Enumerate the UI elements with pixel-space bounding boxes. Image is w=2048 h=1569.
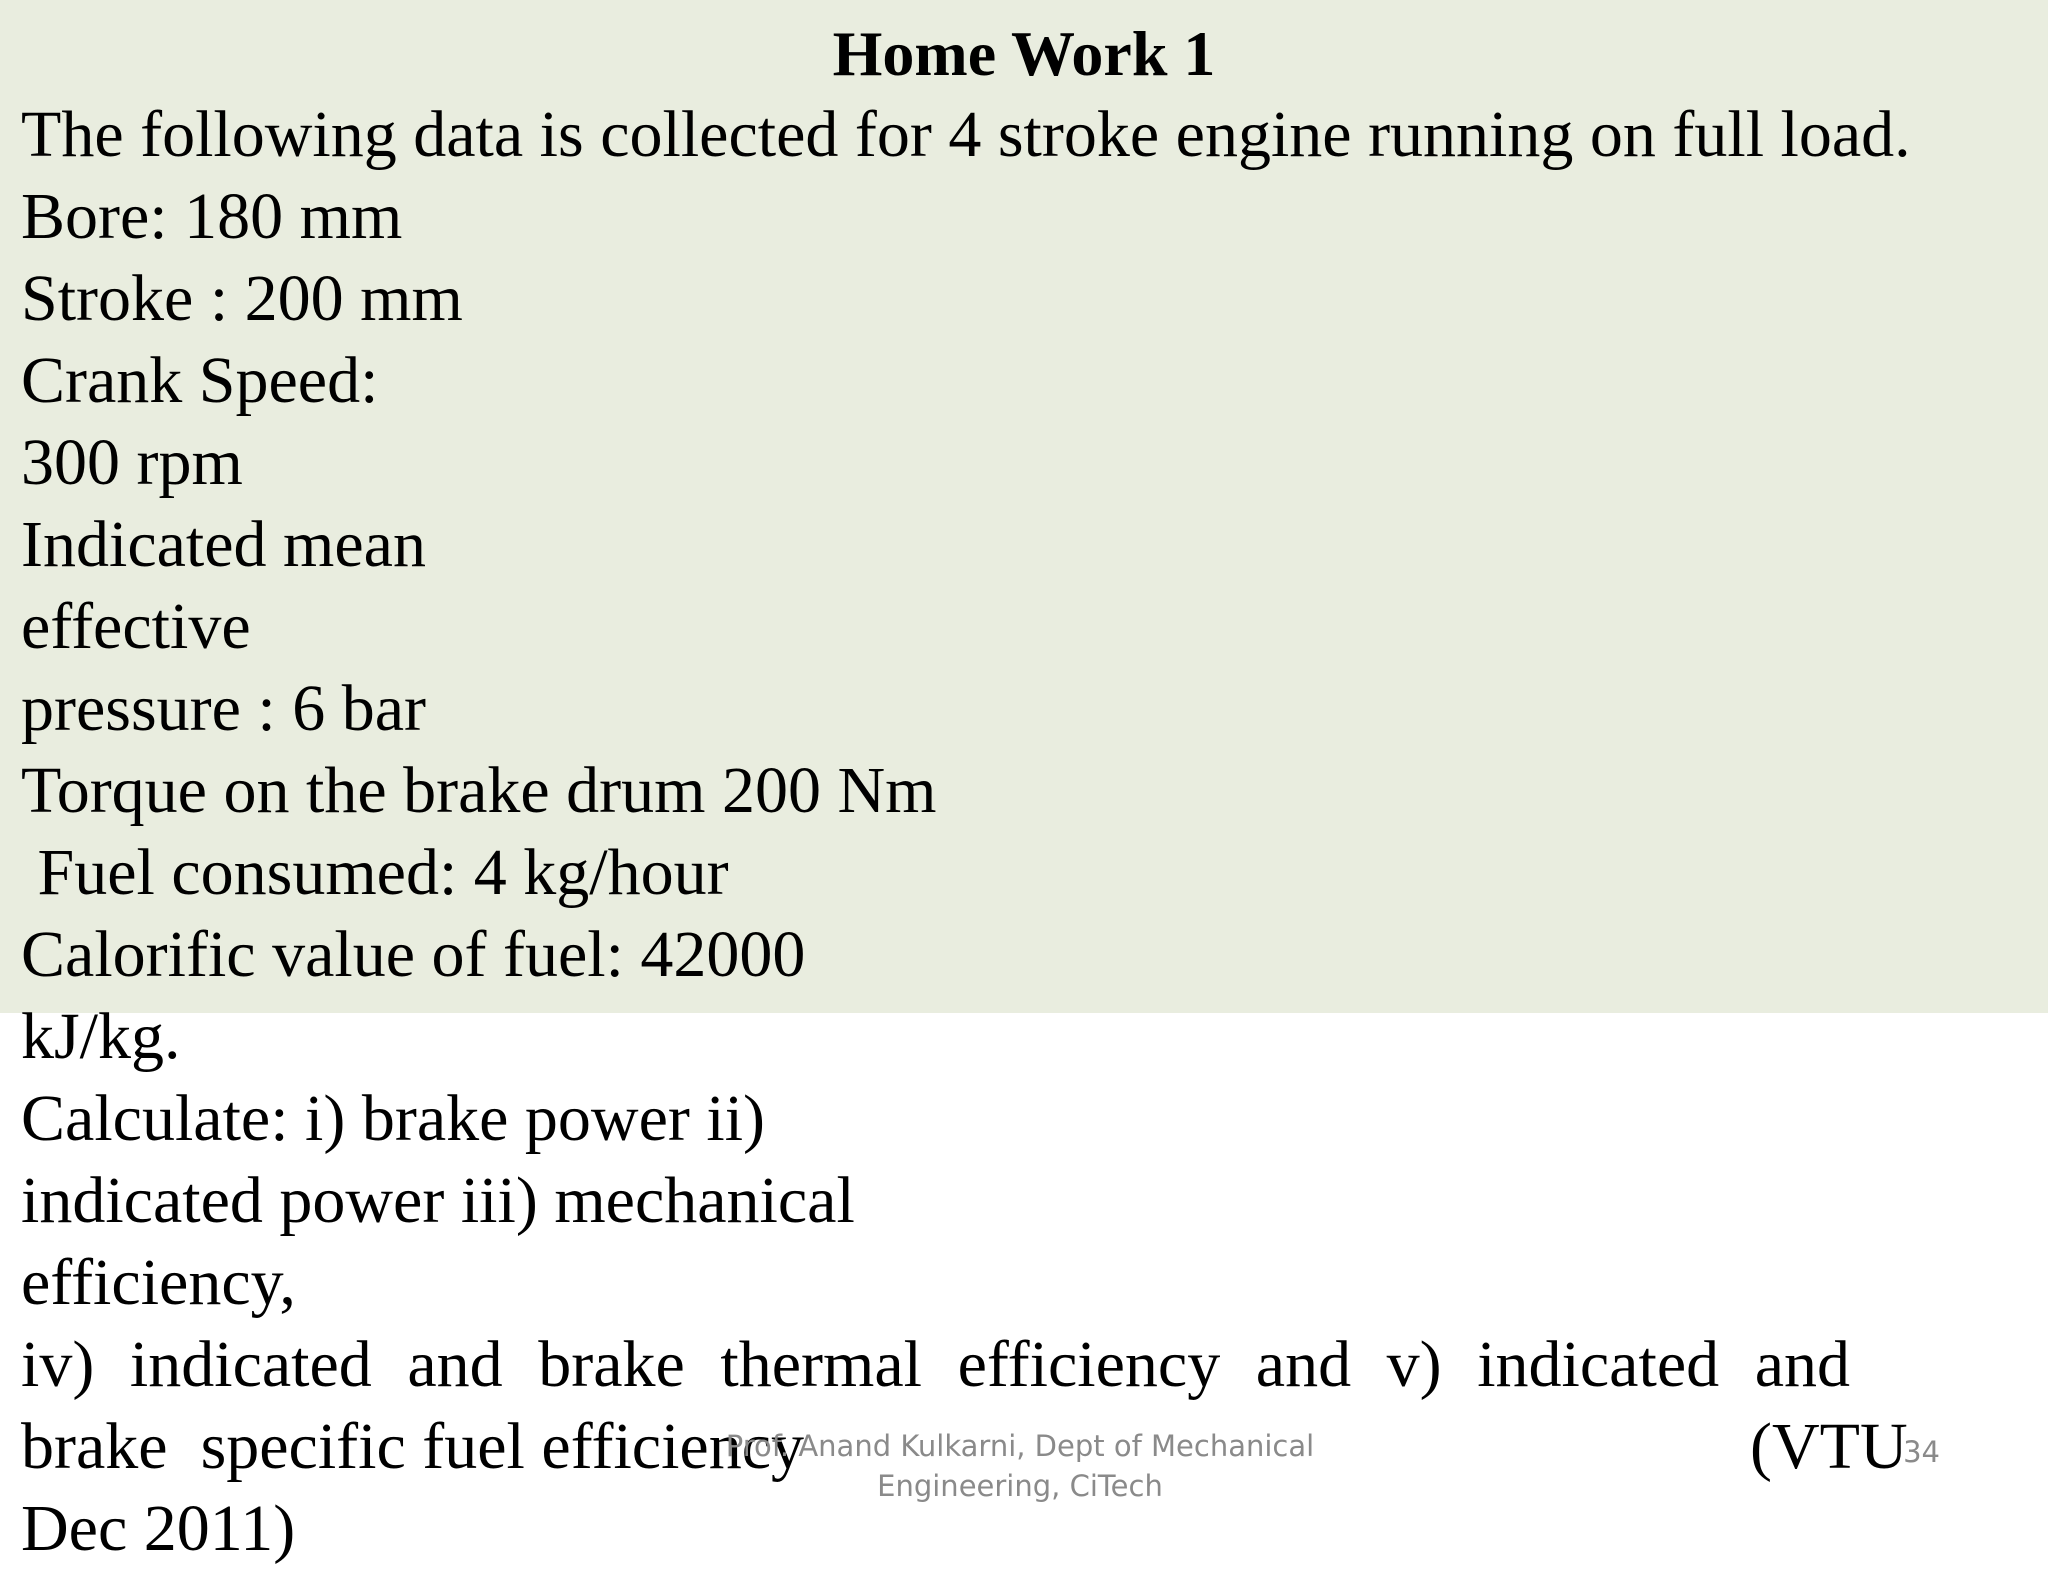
calc-line-4-word: efficiency: [957, 1328, 1221, 1401]
data-line-imep-1: Indicated mean: [21, 508, 426, 581]
calc-line-4-word: thermal: [720, 1328, 922, 1401]
calc-line-4-word: brake: [538, 1328, 685, 1401]
calc-line-4-word: indicated: [129, 1328, 372, 1401]
footer-author: Prof. Anand Kulkarni, Dept of Mechanical Engineering, CiTech: [725, 1429, 1315, 1503]
calc-line-4-word: and: [407, 1328, 503, 1401]
data-line-calorific-unit: kJ/kg.: [21, 1000, 181, 1073]
slide-title: Home Work 1: [832, 18, 1216, 89]
intro-line: The following data is collected for 4 stroke engine running on full load.: [21, 98, 1911, 171]
calc-line-4: [21, 1325, 1850, 1405]
data-line-fuel: Fuel consumed: 4 kg/hour: [21, 836, 729, 909]
data-line-calorific: Calorific value of fuel: 42000: [21, 918, 806, 991]
calc-line-4-word: indicated: [1477, 1328, 1720, 1401]
data-line-imep-2: effective: [21, 590, 251, 663]
calc-line-4-word: iv): [21, 1328, 95, 1401]
slide-number: 34: [1903, 1435, 1940, 1469]
calc-line-1: Calculate: i) brake power ii): [21, 1082, 766, 1155]
calc-line-4-word: and: [1255, 1328, 1352, 1401]
calc-line-6: Dec 2011): [21, 1492, 296, 1565]
calc-line-3: efficiency,: [21, 1246, 296, 1319]
data-line-imep-3: pressure : 6 bar: [21, 672, 427, 745]
data-line-bore: Bore: 180 mm: [21, 180, 403, 253]
data-line-crank-speed: Crank Speed:: [21, 344, 379, 417]
calc-line-4-word: and: [1754, 1328, 1850, 1401]
calc-line-5-left: brake specific fuel efficiency: [21, 1410, 805, 1483]
calc-line-2: indicated power iii) mechanical: [21, 1164, 855, 1237]
data-line-rpm: 300 rpm: [21, 426, 243, 499]
calc-line-5-right: (VTU: [1750, 1410, 1908, 1483]
calc-line-4-word: v): [1386, 1328, 1442, 1401]
data-line-stroke: Stroke : 200 mm: [21, 262, 463, 335]
data-line-torque: Torque on the brake drum 200 Nm: [21, 754, 937, 827]
